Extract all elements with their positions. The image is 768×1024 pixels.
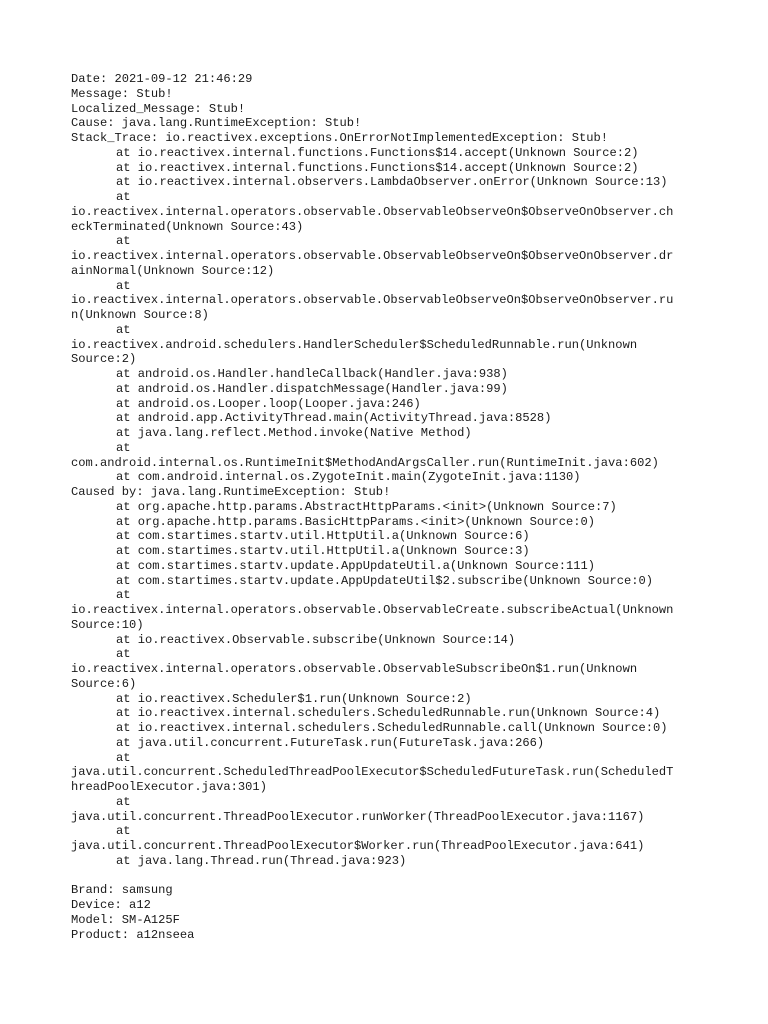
log-line: Date: 2021-09-12 21:46:29 [71,72,253,86]
log-line: eckTerminated(Unknown Source:43) [71,219,304,234]
log-line: at org.apache.http.params.BasicHttpParams.<init>(Unknown Source:0) [116,514,595,529]
log-line: at io.reactivex.Scheduler$1.run(Unknown Source:2) [116,691,472,706]
log-line: Brand: samsung [71,883,173,898]
log-line: io.reactivex.android.schedulers.HandlerScheduler$ScheduledRunnable.run(Unknown [71,337,638,352]
log-line: io.reactivex.internal.operators.observable.ObservableObserveOn$ObserveOnObserver.ru [71,293,674,308]
log-line: at android.os.Handler.handleCallback(Handler.java:938) [116,367,508,381]
crash-log-text [71,72,711,942]
log-line: at [116,440,131,455]
log-line: io.reactivex.internal.operators.observable.ObservableCreate.subscribeActual(Unknown [71,603,674,617]
log-line: at com.startimes.startv.update.AppUpdateUtil.a(Unknown Source:111) [116,558,595,573]
log-line: at io.reactivex.internal.observers.LambdaObserver.onError(Unknown Source:13) [116,175,668,190]
log-line: at [116,647,131,662]
log-line: com.android.internal.os.RuntimeInit$MethodAndArgsCaller.run(RuntimeInit.java:602) [71,455,659,470]
log-line: at io.reactivex.Observable.subscribe(Unknown Source:14) [116,632,516,647]
log-line: Source:10) [71,617,144,632]
log-line: hreadPoolExecutor.java:301) [71,780,267,794]
log-line: Cause: java.lang.RuntimeException: Stub! [71,116,362,131]
log-line: Source:2) [71,352,137,367]
log-line: Message: Stub! [71,86,173,101]
log-line: at [116,322,131,337]
log-line: ainNormal(Unknown Source:12) [71,263,275,278]
blank-line [71,869,711,884]
log-line: at android.os.Looper.loop(Looper.java:246) [116,396,421,411]
log-line: at [116,234,131,249]
log-line: io.reactivex.internal.operators.observable.ObservableObserveOn$ObserveOnObserver.dr [71,249,674,263]
log-line: at io.reactivex.internal.schedulers.ScheduledRunnable.call(Unknown Source:0) [116,721,668,735]
log-line: io.reactivex.internal.operators.observable.ObservableSubscribeOn$1.run(Unknown [71,662,638,676]
log-line: at android.os.Handler.dispatchMessage(Handler.java:99) [116,381,508,396]
log-line: Product: a12nseea [71,927,195,942]
log-line: at [116,824,131,839]
log-line: at io.reactivex.internal.functions.Functions$14.accept(Unknown Source:2) [116,145,639,160]
log-line: Caused by: java.lang.RuntimeException: Stub! [71,485,391,499]
log-line: java.util.concurrent.ThreadPoolExecutor$Worker.run(ThreadPoolExecutor.java:641) [71,839,645,853]
log-line: at java.util.concurrent.FutureTask.run(FutureTask.java:266) [116,735,545,750]
log-line: Source:6) [71,676,137,691]
log-line: at [116,794,131,809]
log-line: at java.lang.reflect.Method.invoke(Native Method) [116,426,472,440]
log-line: java.util.concurrent.ThreadPoolExecutor.runWorker(ThreadPoolExecutor.java:1167) [71,809,645,824]
log-line: n(Unknown Source:8) [71,308,209,322]
log-line: at [116,588,131,603]
log-line: Localized_Message: Stub! [71,101,246,116]
log-line: at org.apache.http.params.AbstractHttpParams.<init>(Unknown Source:7) [116,499,617,514]
log-line: at [116,190,131,204]
log-line: at com.startimes.startv.util.HttpUtil.a(Unknown Source:3) [116,544,530,558]
log-line: io.reactivex.internal.operators.observable.ObservableObserveOn$ObserveOnObserver.ch [71,204,674,219]
log-line: at io.reactivex.internal.schedulers.ScheduledRunnable.run(Unknown Source:4) [116,706,661,721]
log-line: at java.lang.Thread.run(Thread.java:923) [116,853,407,868]
log-line: at android.app.ActivityThread.main(ActivityThread.java:8528) [116,411,552,426]
log-line: at [116,750,131,765]
log-line: at [116,278,131,293]
log-line: java.util.concurrent.ScheduledThreadPoolExecutor$ScheduledFutureTask.run(ScheduledT [71,765,674,780]
log-line: Model: SM-A125F [71,912,180,927]
log-line: at com.android.internal.os.ZygoteInit.main(ZygoteInit.java:1130) [116,470,581,485]
log-line: at com.startimes.startv.update.AppUpdateUtil$2.subscribe(Unknown Source:0) [116,573,654,588]
log-line: at com.startimes.startv.util.HttpUtil.a(Unknown Source:6) [116,529,530,544]
log-line: Stack_Trace: io.reactivex.exceptions.OnErrorNotImplementedException: Stub! [71,131,609,145]
log-line: Device: a12 [71,898,151,912]
log-line: at io.reactivex.internal.functions.Functions$14.accept(Unknown Source:2) [116,160,639,175]
